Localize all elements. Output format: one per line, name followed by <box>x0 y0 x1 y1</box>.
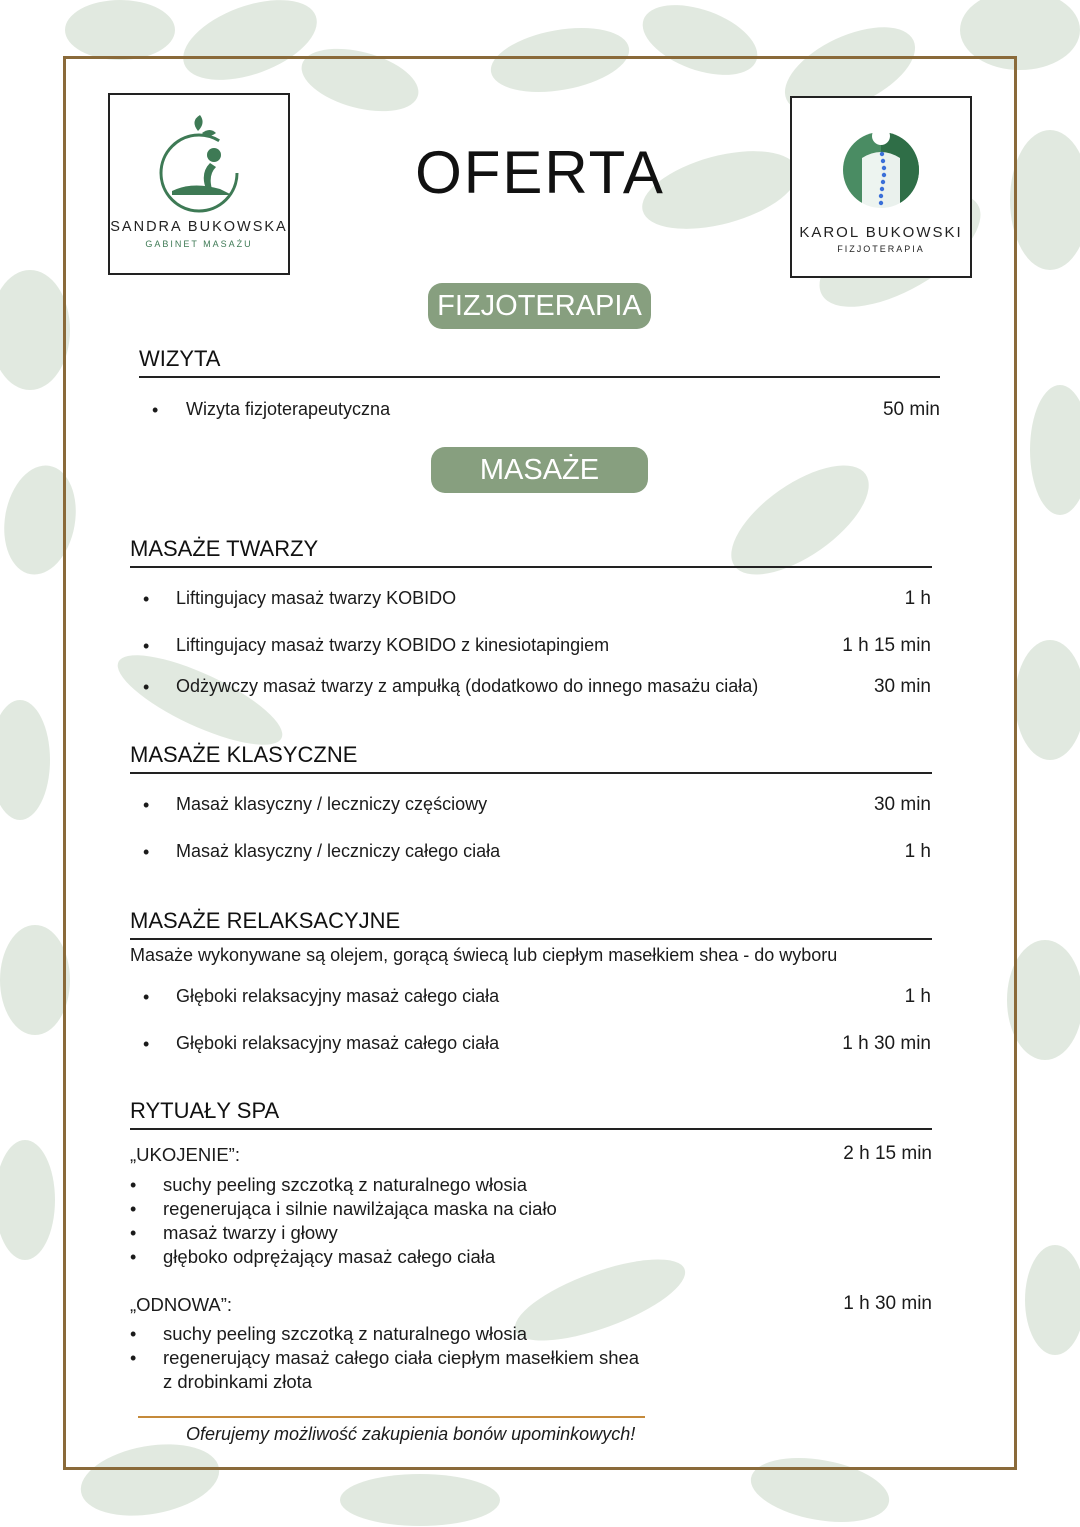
footer-note: Oferujemy możliwość zakupienia bonów upominkowych! <box>186 1424 636 1444</box>
footer-divider <box>138 1416 645 1418</box>
service-name: Liftingujacy masaż twarzy KOBIDO <box>176 588 457 608</box>
heading-rytualy-spa: RYTUAŁY SPA <box>130 1098 932 1130</box>
service-duration: 1 h <box>904 986 931 1007</box>
logo-right-subtitle: FIZJOTERAPIA <box>837 244 925 254</box>
ritual-name-ukojenie: „UKOJENIE”: <box>130 1144 240 1165</box>
ritual-step: regenerująca i silnie nawilżająca maska na ciało <box>163 1198 557 1219</box>
service-name: Liftingujacy masaż twarzy KOBIDO z kinesiotapingiem <box>176 635 610 655</box>
bullet: • <box>130 1324 137 1344</box>
service-duration: 1 h <box>904 588 931 609</box>
bullet: • <box>143 1034 150 1054</box>
logo-right-name: KAROL BUKOWSKI <box>799 224 963 241</box>
bullet: • <box>130 1199 137 1219</box>
ritual-step: z drobinkami złota <box>163 1371 313 1392</box>
service-name: Masaż klasyczny / leczniczy całego ciała <box>176 841 501 861</box>
bullet: • <box>130 1247 137 1267</box>
logo-left-name: SANDRA BUKOWSKA <box>110 219 288 235</box>
heading-masaze-klasyczne: MASAŻE KLASYCZNE <box>130 742 932 774</box>
service-duration: 1 h 15 min <box>842 635 931 656</box>
ritual-duration: 1 h 30 min <box>843 1293 932 1314</box>
ritual-step: suchy peeling szczotką z naturalnego włosia <box>163 1174 528 1195</box>
heading-masaze-twarzy: MASAŻE TWARZY <box>130 536 932 568</box>
section-pill-masaze: MASAŻE <box>431 447 648 493</box>
service-name: Głęboki relaksacyjny masaż całego ciała <box>176 1033 500 1053</box>
ritual-duration: 2 h 15 min <box>843 1143 932 1164</box>
bullet: • <box>143 636 150 656</box>
ritual-step: masaż twarzy i głowy <box>163 1222 338 1243</box>
bullet: • <box>143 677 150 697</box>
bullet: • <box>143 795 150 815</box>
ritual-step: suchy peeling szczotką z naturalnego włosia <box>163 1323 528 1344</box>
bullet: • <box>130 1223 137 1243</box>
logo-left-subtitle: GABINET MASAŻU <box>145 239 253 249</box>
service-duration: 50 min <box>882 399 940 420</box>
bullet: • <box>130 1175 137 1195</box>
service-name: Głęboki relaksacyjny masaż całego ciała <box>176 986 500 1006</box>
bullet: • <box>152 400 159 420</box>
service-duration: 1 h 30 min <box>842 1033 931 1054</box>
heading-wizyta: WIZYTA <box>139 346 940 378</box>
service-name: Wizyta fizjoterapeutyczna <box>186 399 391 419</box>
ritual-step: głęboko odprężający masaż całego ciała <box>163 1246 496 1267</box>
section-pill-fizjoterapia: FIZJOTERAPIA <box>428 283 651 329</box>
service-name: Masaż klasyczny / leczniczy częściowy <box>176 794 488 814</box>
heading-masaze-relaksacyjne: MASAŻE RELAKSACYJNE <box>130 908 932 940</box>
service-duration: 1 h <box>904 841 931 862</box>
relaksacyjne-note: Masaże wykonywane są olejem, gorącą świecą lub ciepłym masełkiem shea - do wyboru <box>130 945 838 965</box>
service-name: Odżywczy masaż twarzy z ampułką (dodatkowo do innego masażu ciała) <box>176 676 759 696</box>
ritual-step: regenerujący masaż całego ciała ciepłym masełkiem shea <box>163 1347 640 1368</box>
bullet: • <box>143 987 150 1007</box>
bullet: • <box>143 589 150 609</box>
bullet: • <box>143 842 150 862</box>
service-duration: 30 min <box>873 794 931 815</box>
bullet: • <box>130 1348 137 1368</box>
ritual-name-odnowa: „ODNOWA”: <box>130 1294 233 1315</box>
page-title: OFERTA <box>415 139 665 206</box>
service-duration: 30 min <box>873 676 931 697</box>
